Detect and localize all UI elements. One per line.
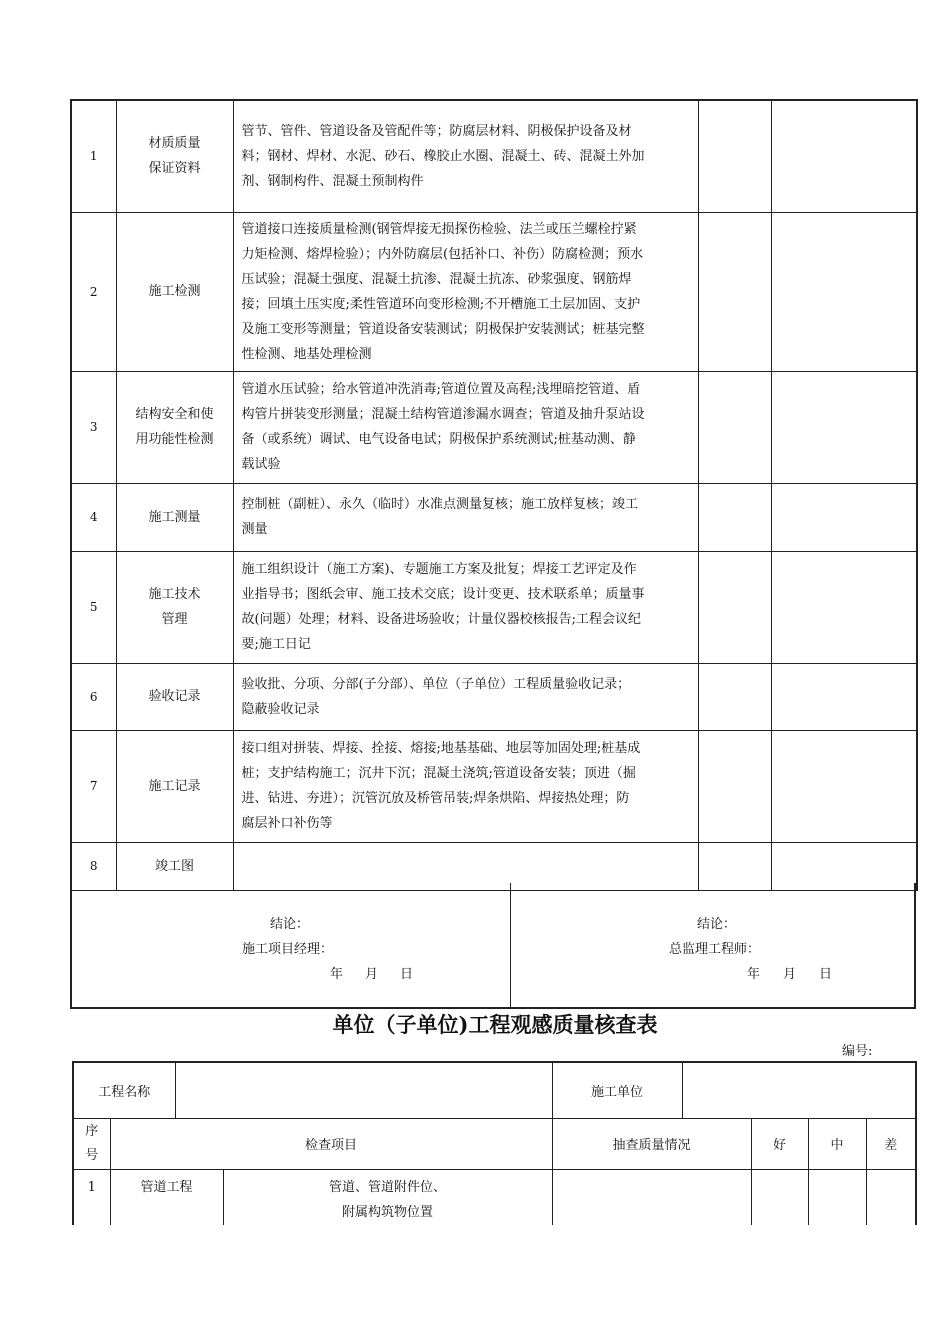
row-description-line: 压试验；混凝土强度、混凝土抗渗、混凝土抗冻、砂浆强度、钢筋焊 xyxy=(241,271,632,287)
row-item-description xyxy=(233,730,698,842)
serial-number-label: 编号: xyxy=(842,1044,873,1059)
blank-cell[interactable] xyxy=(698,371,771,483)
row-number: 5 xyxy=(71,551,116,663)
row-description-line: 接口组对拼装、焊接、拴接、熔接;地基基础、地层等加固处理;桩基成 xyxy=(241,741,641,756)
row-item-name xyxy=(116,483,233,551)
row-item-name-line: 竣工图 xyxy=(154,858,194,874)
row-check-item-line: 管道、管道附件位、 xyxy=(329,1179,447,1195)
row-item-name-line: 保证资料 xyxy=(148,161,201,177)
blank-cell[interactable] xyxy=(698,663,771,730)
row-number: 1 xyxy=(73,1169,110,1225)
row-description-line: 进、钻进、夯进）；沉管沉放及桥管吊装;焊条烘陷、焊接热处理；防 xyxy=(241,791,630,806)
table-row xyxy=(71,663,917,730)
row-check-item-line: 附属构筑物位置 xyxy=(342,1204,434,1220)
date-month-label: 月 xyxy=(365,967,379,982)
row-item-name-line: 施工记录 xyxy=(148,778,201,794)
row-number: 7 xyxy=(71,730,116,842)
row-description-line: 备（或系统）调试、电气设备电试；阴极保护系统测试;桩基动测、静 xyxy=(241,432,636,447)
medium-header: 中 xyxy=(808,1118,866,1169)
row-description-line: 载试验 xyxy=(241,457,281,472)
project-name-value[interactable] xyxy=(175,1062,552,1118)
row-item-name-line: 施工技术 xyxy=(148,587,201,602)
row-item-description xyxy=(233,551,698,663)
project-name-label: 工程名称 xyxy=(73,1062,175,1118)
table-row xyxy=(71,551,917,663)
serial-no-header-line: 序 xyxy=(85,1123,99,1139)
row-category: 管道工程 xyxy=(110,1169,223,1225)
row-item-name-line: 管理 xyxy=(161,612,188,627)
row-item-name xyxy=(116,212,233,371)
row-item-name-line: 验收记录 xyxy=(148,689,201,704)
serial-no-header xyxy=(73,1118,110,1169)
date-year-label: 年 xyxy=(747,967,761,982)
table-row xyxy=(71,100,917,212)
poor-cell[interactable] xyxy=(866,1169,916,1225)
sampling-quality-cell[interactable] xyxy=(552,1169,751,1225)
row-description-line: 验收批、分项、分部(子分部）、单位（子单位）工程质量验收记录； xyxy=(241,676,631,692)
row-description-line: 接；回填土压实度;柔性管道环向变形检测;不开槽施工土层加固、支护 xyxy=(241,296,641,312)
row-description-line: 施工组织设计（施工方案)、专题施工方案及批复；焊接工艺评定及作 xyxy=(241,562,637,577)
row-item-description xyxy=(233,483,698,551)
row-item-name xyxy=(116,551,233,663)
table-row xyxy=(71,483,917,551)
blank-cell[interactable] xyxy=(698,483,771,551)
contractor-value[interactable] xyxy=(682,1062,916,1118)
table-row xyxy=(73,1062,916,1118)
sampling-quality-header: 抽查质量情况 xyxy=(552,1118,751,1169)
blank-cell[interactable] xyxy=(698,551,771,663)
project-manager-signature-label: 施工项目经理： xyxy=(242,942,334,957)
contractor-label: 施工单位 xyxy=(552,1062,682,1118)
form-title: 单位（子单位)工程观感质量核查表 xyxy=(332,1012,658,1037)
inspection-table xyxy=(72,1061,917,1225)
table-row xyxy=(73,1169,916,1225)
row-item-description xyxy=(233,100,698,212)
row-item-name-line: 结构安全和使 xyxy=(135,407,214,422)
supervisor-conclusion xyxy=(511,883,916,1007)
row-description-line: 腐层补口补伤等 xyxy=(241,816,333,831)
row-item-description xyxy=(233,663,698,730)
contractor-conclusion xyxy=(72,883,511,1007)
date-day-label: 日 xyxy=(400,967,414,982)
row-item-name xyxy=(116,100,233,212)
row-description-line: 业指导书；图纸会审、施工技术交底；设计变更、技术联系单；质量事 xyxy=(241,587,645,602)
row-description-line: 故(问题）处理；材料、设备进场验收；计量仪器校核报告;工程会议纪 xyxy=(241,612,641,627)
row-item-name-line: 施工测量 xyxy=(148,509,201,525)
blank-cell[interactable] xyxy=(771,371,917,483)
table-row xyxy=(71,730,917,842)
row-item-name-line: 施工检测 xyxy=(148,284,201,299)
row-item-description xyxy=(233,212,698,371)
row-item-name xyxy=(116,371,233,483)
blank-cell[interactable] xyxy=(771,663,917,730)
row-item-name-line: 用功能性检测 xyxy=(135,432,214,447)
serial-no-header-line: 号 xyxy=(85,1147,99,1163)
poor-header: 差 xyxy=(866,1118,916,1169)
blank-cell[interactable] xyxy=(698,100,771,212)
date-year-label: 年 xyxy=(330,967,344,982)
table-row xyxy=(73,1118,916,1169)
row-number: 2 xyxy=(71,212,116,371)
blank-cell[interactable] xyxy=(698,730,771,842)
blank-cell[interactable] xyxy=(771,483,917,551)
row-description-line: 剂、钢制构件、混凝土预制构件 xyxy=(241,173,424,189)
row-description-line: 料；钢材、焊材、水泥、砂石、橡胶止水圈、混凝土、砖、混凝土外加 xyxy=(241,148,645,164)
blank-cell[interactable] xyxy=(771,212,917,371)
row-description-line: 隐蔽验收记录 xyxy=(241,701,320,717)
blank-cell[interactable] xyxy=(771,730,917,842)
medium-cell[interactable] xyxy=(808,1169,866,1225)
row-description-line: 管节、管件、管道设备及管配件等；防腐层材料、阴极保护设备及材 xyxy=(241,123,632,139)
table-row xyxy=(71,371,917,483)
good-cell[interactable] xyxy=(751,1169,808,1225)
row-description-line: 性检测、地基处理检测 xyxy=(241,346,372,362)
row-item-name xyxy=(116,663,233,730)
row-description-line: 管道水压试验；给水管道冲洗消毒;管道位置及高程;浅埋暗挖管道、盾 xyxy=(241,382,641,397)
date-day-label: 日 xyxy=(819,967,833,982)
row-item-name xyxy=(116,730,233,842)
row-description-line: 及施工变形等测量；管道设备安装测试；阴极保护安装测试；桩基完整 xyxy=(241,321,645,337)
row-number: 3 xyxy=(71,371,116,483)
good-header: 好 xyxy=(751,1118,808,1169)
row-check-item xyxy=(223,1169,552,1225)
row-description-line: 测量 xyxy=(241,522,268,537)
conclusion-section xyxy=(70,883,916,1009)
blank-cell[interactable] xyxy=(698,212,771,371)
row-number: 8 xyxy=(71,842,116,890)
row-item-description xyxy=(233,371,698,483)
row-number: 1 xyxy=(71,100,116,212)
date-month-label: 月 xyxy=(783,967,797,982)
row-item-name-line: 材质质量 xyxy=(148,136,201,152)
row-description-line: 构管片拼装变形测量；混凝土结构管道渗漏水调查；管道及抽升泵站设 xyxy=(241,407,645,422)
row-number: 6 xyxy=(71,663,116,730)
row-number: 4 xyxy=(71,483,116,551)
row-description-line: 控制桩（副桩）、永久（临时）水准点测量复核；施工放样复核；竣工 xyxy=(241,497,639,512)
conclusion-label: 结论： xyxy=(697,917,737,932)
blank-cell[interactable] xyxy=(771,551,917,663)
row-description-line: 管道接口连接质量检测(钢管焊接无损探伤检验、法兰或压兰螺栓拧紧 xyxy=(241,221,637,237)
check-item-header: 检查项目 xyxy=(110,1118,552,1169)
blank-cell[interactable] xyxy=(771,100,917,212)
table-row xyxy=(71,212,917,371)
chief-supervisor-signature-label: 总监理工程师： xyxy=(669,942,761,957)
row-description-line: 桩；支护结构施工；沉井下沉；混凝土浇筑;管道设备安装；顶进（掘 xyxy=(241,766,636,781)
materials-table xyxy=(70,99,918,891)
conclusion-label: 结论： xyxy=(270,917,310,932)
row-description-line: 要;施工日记 xyxy=(241,637,311,652)
row-description-line: 力矩检测、熔焊检验）；内外防腐层(包括补口、补伤）防腐检测；预水 xyxy=(241,246,644,262)
